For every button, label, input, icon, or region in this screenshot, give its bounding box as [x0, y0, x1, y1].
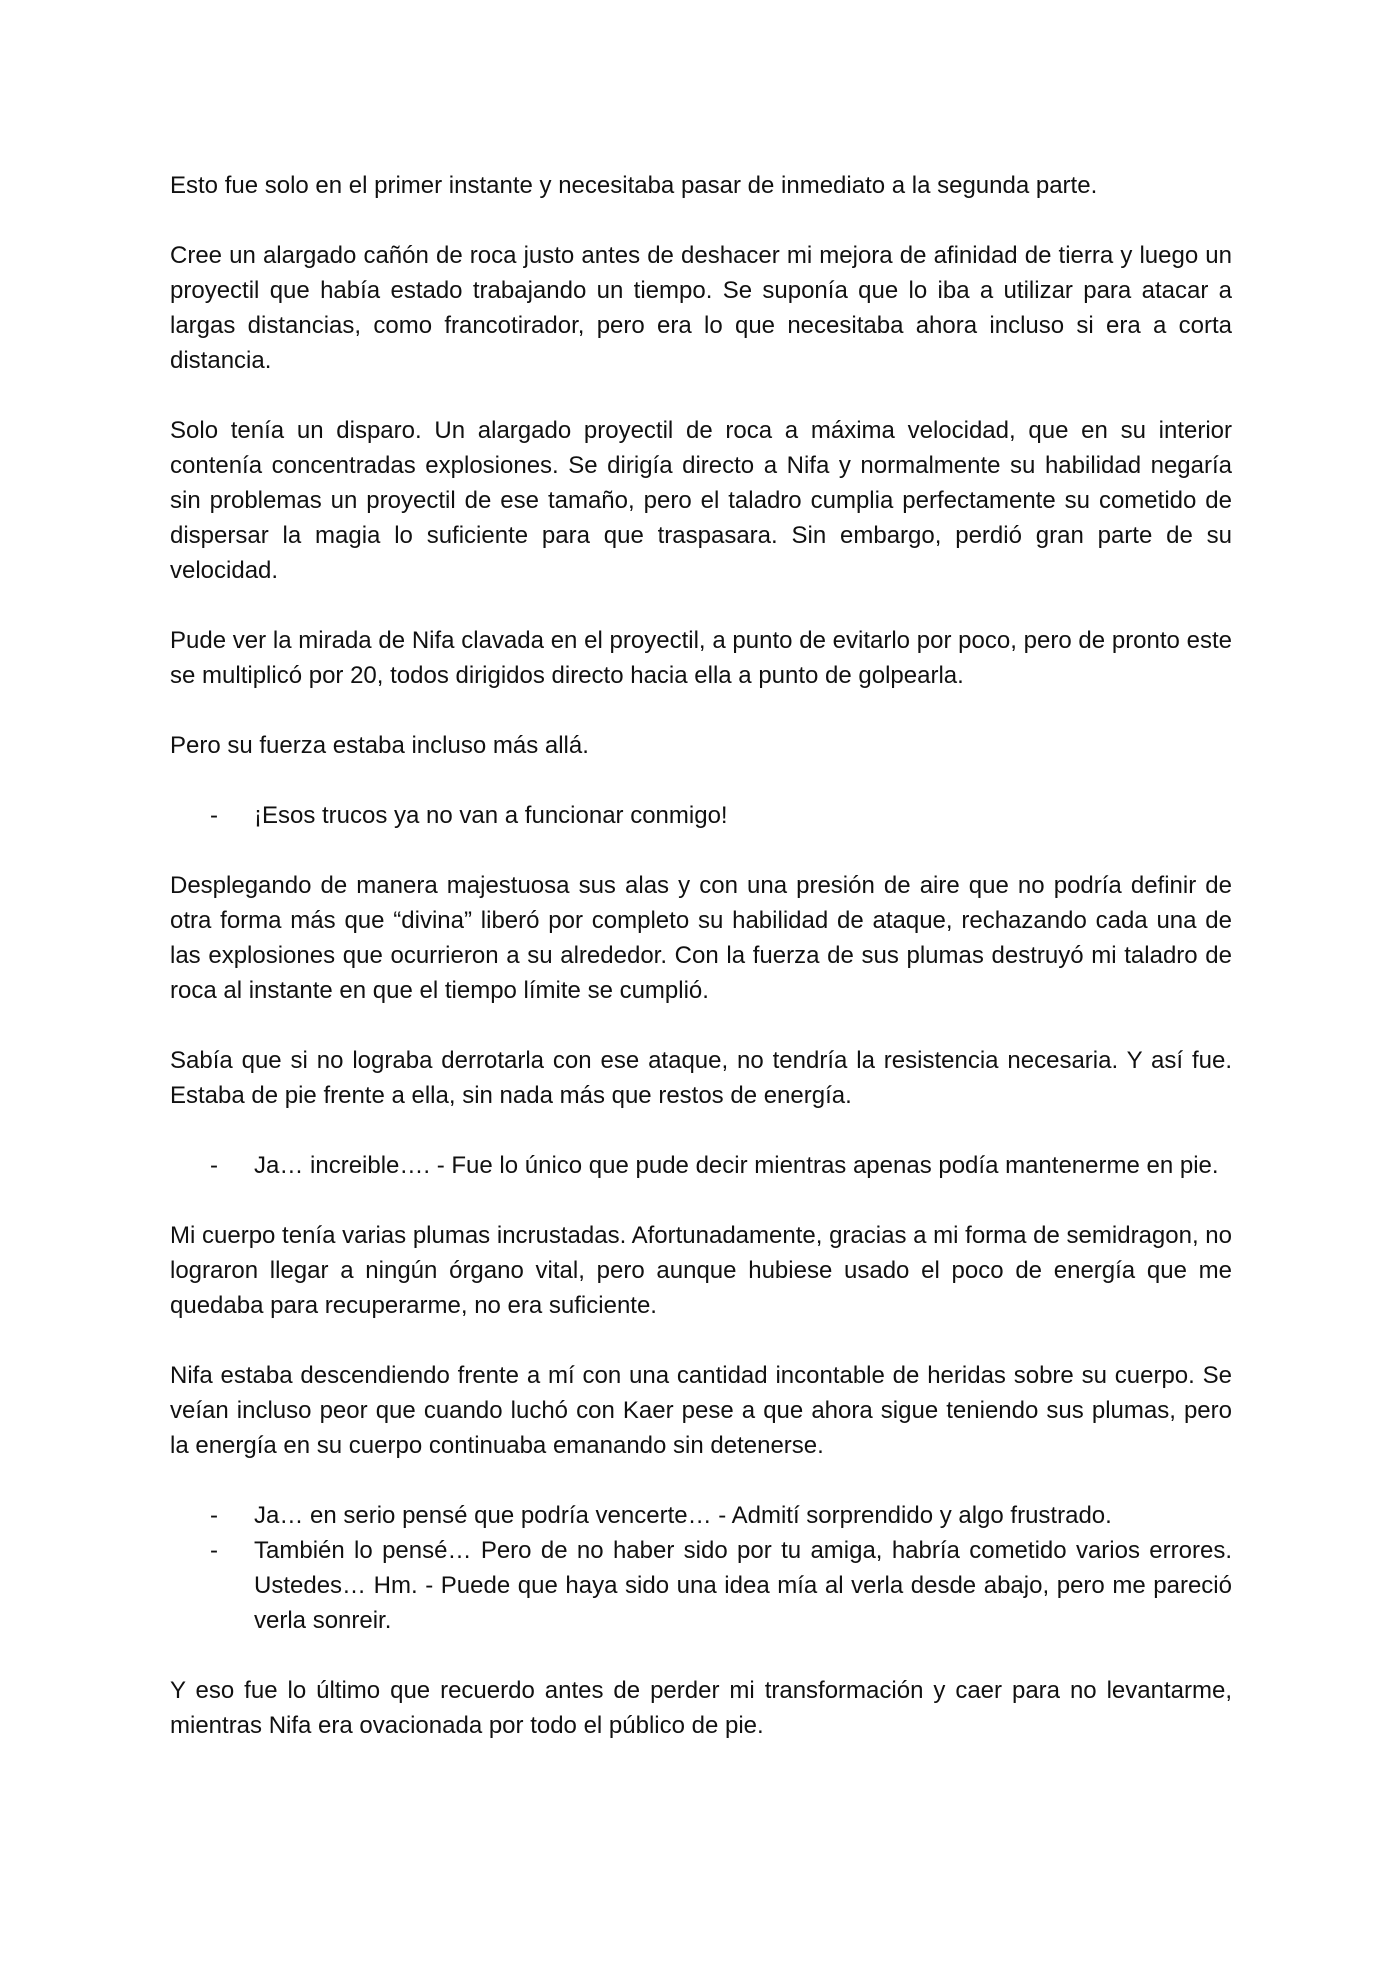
dialogue-text: ¡Esos trucos ya no van a funcionar conmigo! — [254, 802, 728, 829]
dialogue-dash: - — [210, 1537, 218, 1564]
paragraph: Sabía que si no lograba derrotarla con ese ataque, no tendría la resistencia necesaria. Y así fue. Estaba de pie frente a ella, sin nada más que restos de energía. — [170, 1047, 1232, 1109]
paragraph: Mi cuerpo tenía varias plumas incrustadas. Afortunadamente, gracias a mi forma de semidragon, no lograron llegar a ningún órgano vital, pero aunque hubiese usado el poco de energía que me quedaba para recuperarme, no era suficiente. — [170, 1222, 1232, 1319]
paragraph: Y eso fue lo último que recuerdo antes de perder mi transformación y caer para no levantarme, mientras Nifa era ovacionada por todo el público de pie. — [170, 1677, 1232, 1739]
dialogue-line — [170, 1498, 1232, 1533]
dialogue-list — [170, 798, 1232, 833]
dialogue-line — [170, 1148, 1232, 1183]
dialogue-text: Ja… increible…. - Fue lo único que pude decir mientras apenas podía mantenerme en pie. — [254, 1152, 1219, 1179]
paragraph: Desplegando de manera majestuosa sus alas y con una presión de aire que no podría definir de otra forma más que “divina” liberó por completo su habilidad de ataque, rechazando cada una de las explosiones que ocurrieron a su alrededor. Con la fuerza de sus plumas destruyó mi taladro de roca al instante en que el tiempo límite se cumplió. — [170, 872, 1232, 1004]
paragraph: Pude ver la mirada de Nifa clavada en el proyectil, a punto de evitarlo por poco, pero de pronto este se multiplicó por 20, todos dirigidos directo hacia ella a punto de golpearla. — [170, 627, 1232, 689]
dialogue-dash: - — [210, 1502, 218, 1529]
paragraph: Cree un alargado cañón de roca justo antes de deshacer mi mejora de afinidad de tierra y luego un proyectil que había estado trabajando un tiempo. Se suponía que lo iba a utilizar para atacar a largas distancias, como francotirador, pero era lo que necesitaba ahora incluso si era a corta distancia. — [170, 242, 1232, 374]
paragraph: Solo tenía un disparo. Un alargado proyectil de roca a máxima velocidad, que en su interior contenía concentradas explosiones. Se dirigía directo a Nifa y normalmente su habilidad negaría sin problemas un proyectil de ese tamaño, pero el taladro cumplia perfectamente su cometido de dispersar la magia lo suficiente para que traspasara. Sin embargo, perdió gran parte de su velocidad. — [170, 417, 1232, 584]
document-page — [170, 168, 1232, 1778]
paragraph: Nifa estaba descendiendo frente a mí con una cantidad incontable de heridas sobre su cuerpo. Se veían incluso peor que cuando luchó con Kaer pese a que ahora sigue teniendo sus plumas, pero la energía en su cuerpo continuaba emanando sin detenerse. — [170, 1362, 1232, 1459]
dialogue-line — [170, 798, 1232, 833]
dialogue-dash: - — [210, 802, 218, 829]
paragraph: Pero su fuerza estaba incluso más allá. — [170, 732, 589, 759]
dialogue-list — [170, 1498, 1232, 1638]
dialogue-dash: - — [210, 1152, 218, 1179]
paragraph: Esto fue solo en el primer instante y necesitaba pasar de inmediato a la segunda parte. — [170, 172, 1098, 199]
dialogue-line — [170, 1533, 1232, 1638]
dialogue-list — [170, 1148, 1232, 1183]
dialogue-text: Ja… en serio pensé que podría vencerte… - Admití sorprendido y algo frustrado. — [254, 1502, 1112, 1529]
dialogue-text: También lo pensé… Pero de no haber sido por tu amiga, habría cometido varios errores. Ustedes… Hm. - Puede que haya sido una idea mía al verla desde abajo, pero me pareció verla sonreir. — [254, 1537, 1232, 1634]
